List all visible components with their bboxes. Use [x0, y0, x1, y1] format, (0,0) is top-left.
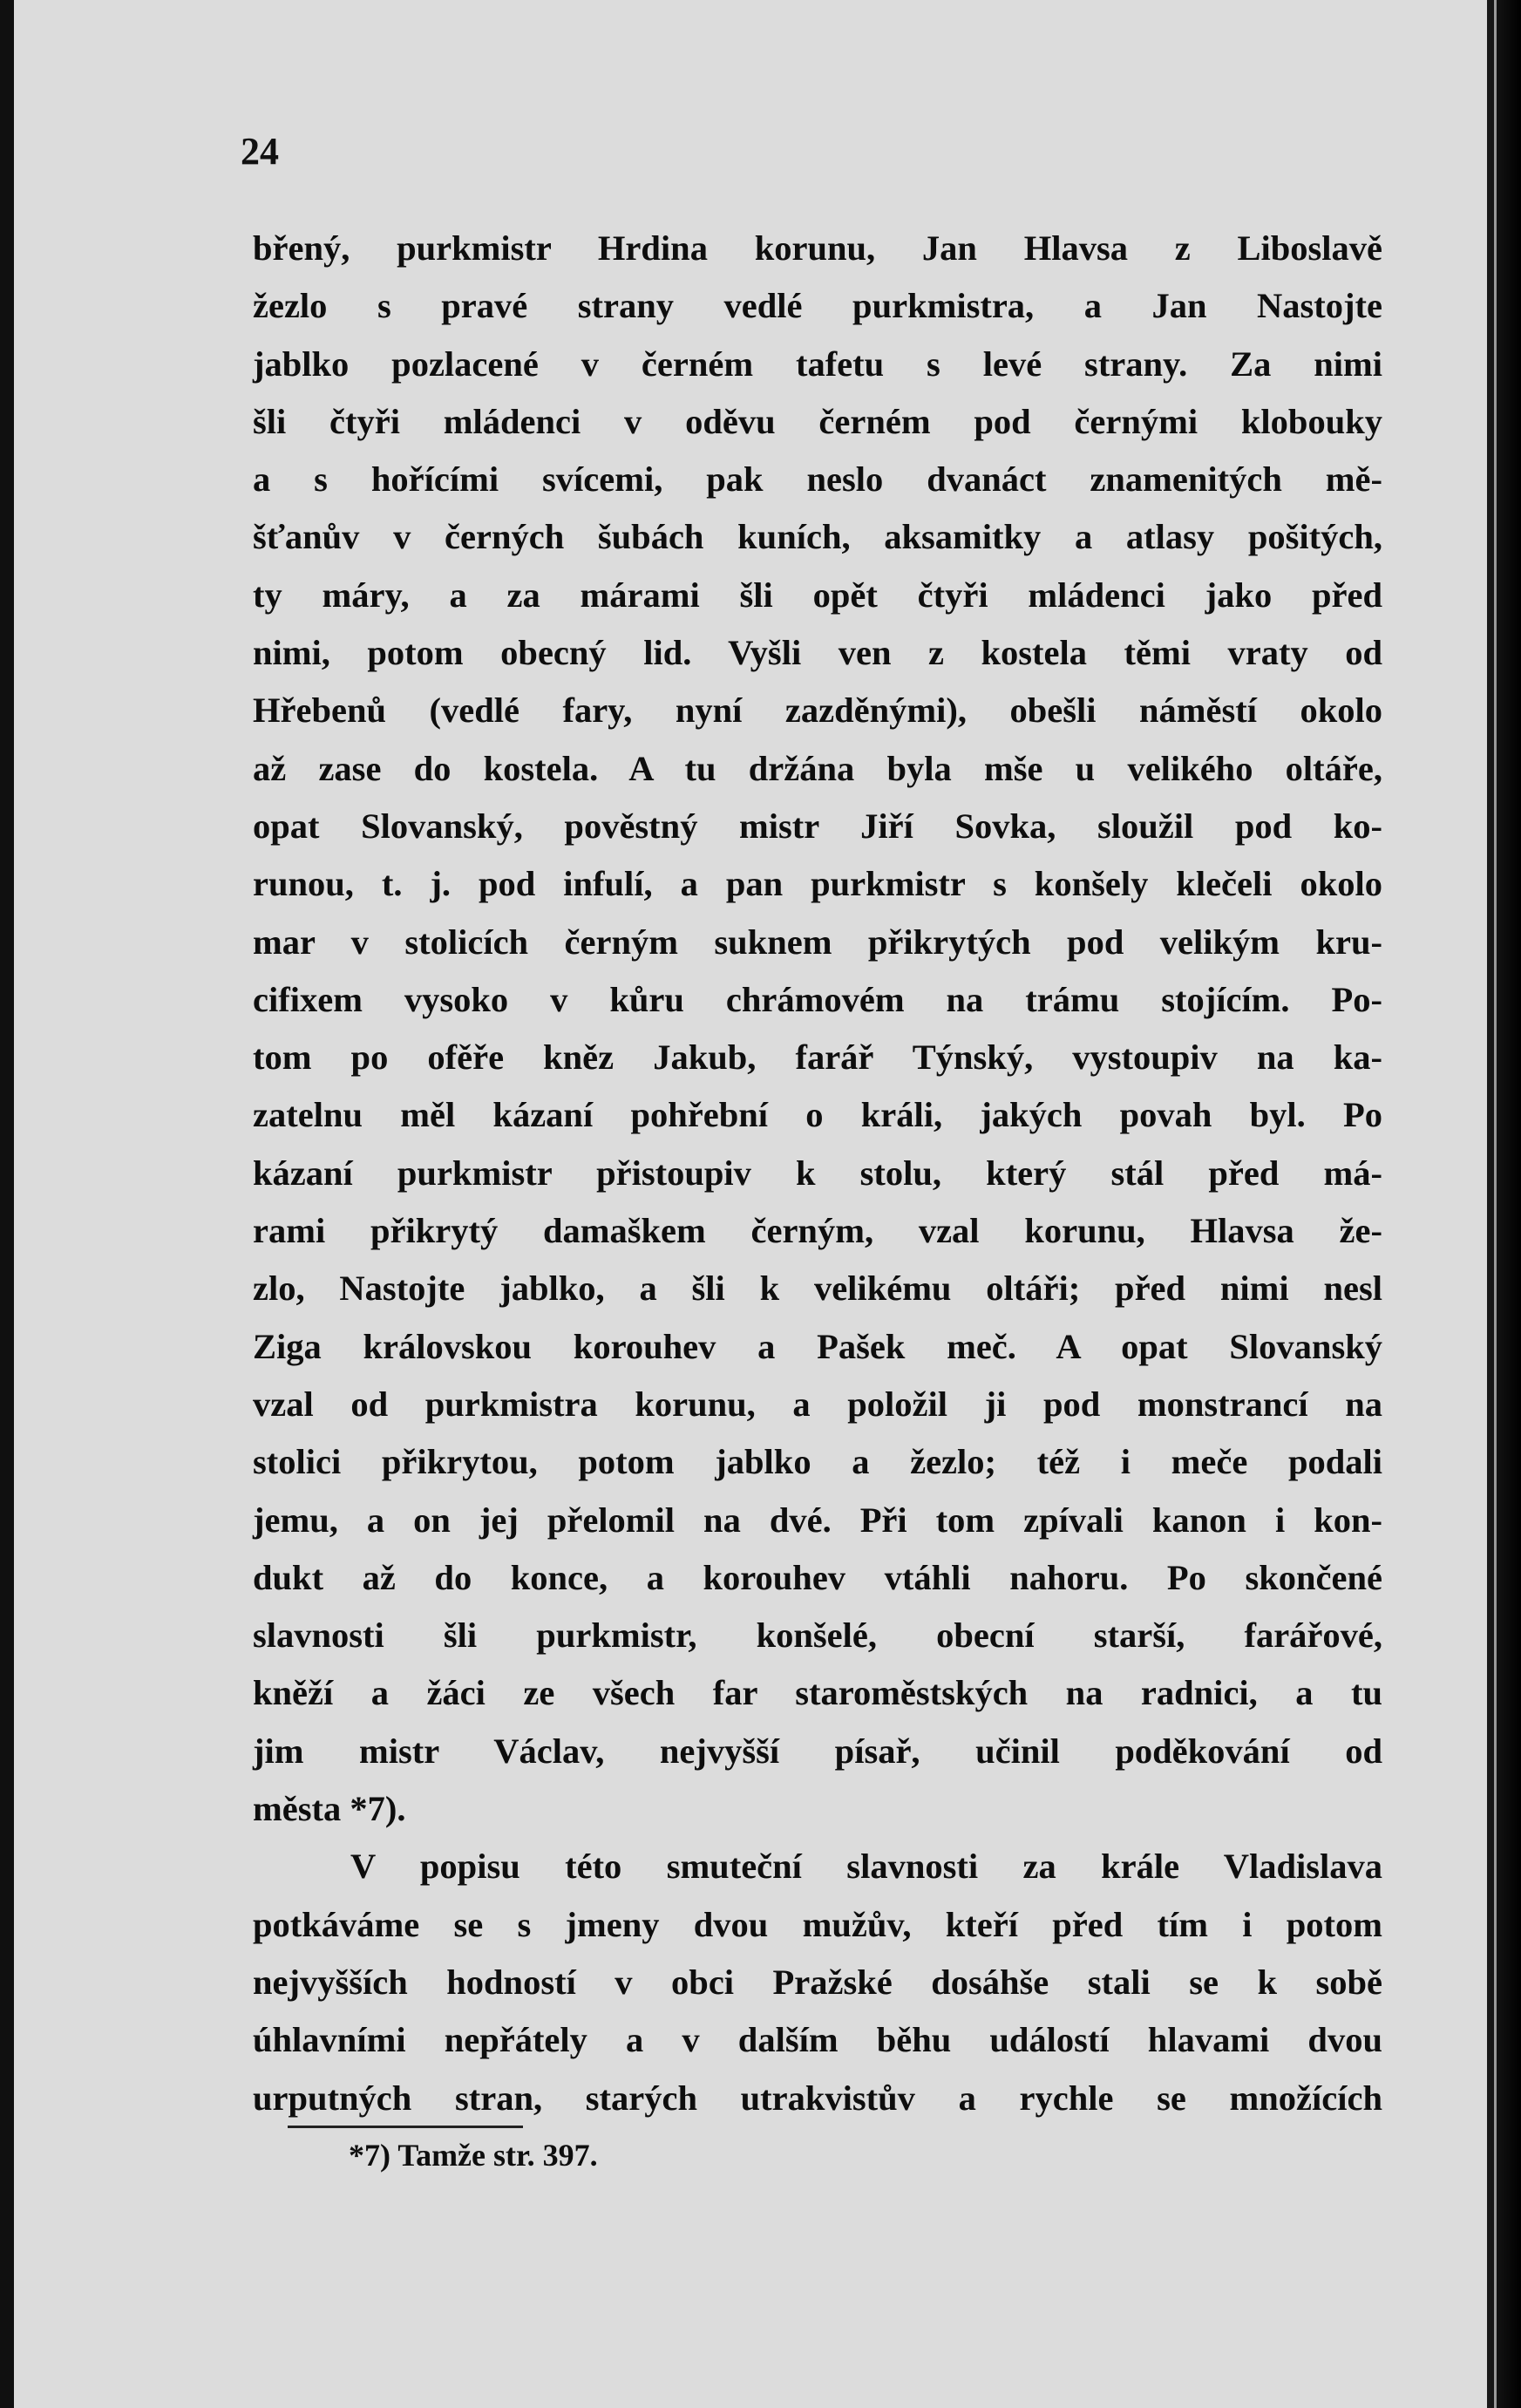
text-line: potkáváme se s jmeny dvou mužův, kteří před tím i potom	[253, 1904, 1382, 1944]
text-line: města *7).	[253, 1789, 406, 1829]
text-line: runou, t. j. pod infulí, a pan purkmistr s konšely klečeli okolo	[253, 864, 1382, 904]
text-line: šťanův v černých šubách kuních, aksamitky a atlasy pošitých,	[253, 517, 1382, 557]
text-line: opat Slovanský, pověstný mistr Jiří Sovka, sloužil pod ko-	[253, 806, 1382, 846]
text-line: zatelnu měl kázaní pohřební o králi, jakých povah byl. Po	[253, 1095, 1382, 1135]
body-text	[253, 220, 1382, 2127]
text-line: rami přikrytý damaškem černým, vzal korunu, Hlavsa že-	[253, 1211, 1382, 1251]
text-line: ty máry, a za márami šli opět čtyři mládenci jako před	[253, 575, 1382, 615]
text-line: kázaní purkmistr přistoupiv k stolu, který stál před má-	[253, 1153, 1382, 1193]
text-line: dukt až do konce, a korouhev vtáhli nahoru. Po skončené	[253, 1557, 1382, 1597]
text-line: a s hořícími svícemi, pak neslo dvanáct znamenitých mě-	[253, 459, 1382, 500]
text-line: Ziga královskou korouhev a Pašek meč. A opat Slovanský	[253, 1326, 1382, 1366]
text-line: V popisu této smuteční slavnosti za krále Vladislava	[350, 1847, 1382, 1887]
footnote-marker: *7)	[349, 2138, 390, 2173]
text-line: nejvyšších hodností v obci Pražské dosáhše stali se k sobě	[253, 1962, 1382, 2002]
text-line: cifixem vysoko v kůru chrámovém na trámu stojícím. Po-	[253, 979, 1382, 1019]
text-line: jim mistr Václav, nejvyšší písař, učinil poděkování od	[253, 1731, 1382, 1771]
text-line: zlo, Nastojte jablko, a šli k velikému oltáři; před nimi nesl	[253, 1269, 1382, 1309]
text-line: úhlavními nepřátely a v dalším běhu událostí hlavami dvou	[253, 2020, 1382, 2060]
page-number: 24	[241, 130, 279, 173]
footnote-text: Tamže str. 397.	[397, 2138, 598, 2173]
text-line: žezlo s pravé strany vedlé purkmistra, a Jan Nastojte	[253, 286, 1382, 326]
text-line: slavnosti šli purkmistr, konšelé, obecní starší, farářové,	[253, 1616, 1382, 1656]
text-line: břený, purkmistr Hrdina korunu, Jan Hlavsa z Liboslavě	[253, 228, 1382, 268]
text-line: šli čtyři mládenci v oděvu černém pod černými klobouky	[253, 401, 1382, 441]
text-line: kněží a žáci ze všech far staroměstských na radnici, a tu	[253, 1673, 1382, 1713]
text-line: mar v stolicích černým suknem přikrytých pod velikým kru-	[253, 922, 1382, 962]
footnote	[349, 2131, 598, 2180]
footnote-divider	[288, 2126, 523, 2128]
text-line: jablko pozlacené v černém tafetu s levé strany. Za nimi	[253, 344, 1382, 384]
text-line: stolici přikrytou, potom jablko a žezlo; též i meče podali	[253, 1442, 1382, 1482]
text-line: vzal od purkmistra korunu, a položil ji pod monstrancí na	[253, 1384, 1382, 1424]
page-edge-line	[1494, 0, 1497, 2408]
text-line: urputných stran, starých utrakvistův a rychle se množících	[253, 2078, 1382, 2118]
text-line: až zase do kostela. A tu držána byla mše u velikého oltáře,	[253, 748, 1382, 788]
page-edge-shadow	[1487, 0, 1521, 2408]
text-line: tom po ofěře kněz Jakub, farář Týnský, vystoupiv na ka-	[253, 1037, 1382, 1078]
text-line: nimi, potom obecný lid. Vyšli ven z kostela těmi vraty od	[253, 633, 1382, 673]
text-line: jemu, a on jej přelomil na dvé. Při tom zpívali kanon i kon-	[253, 1500, 1382, 1540]
text-line: Hřebenů (vedlé fary, nyní zazděnými), obešli náměstí okolo	[253, 690, 1382, 731]
